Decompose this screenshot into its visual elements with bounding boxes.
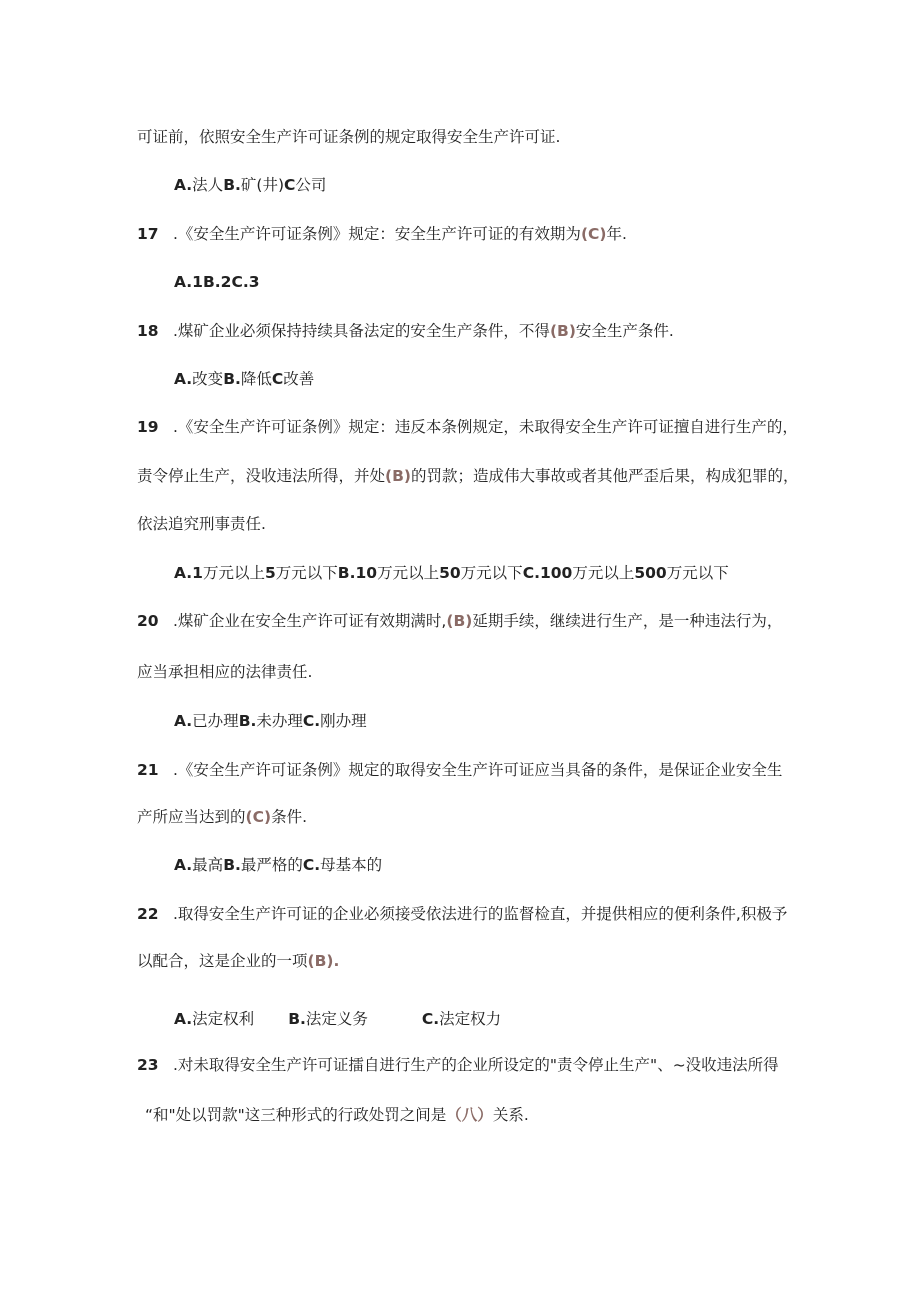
options-line	[174, 562, 729, 584]
text-line	[137, 126, 560, 148]
line-text: “和"处以罚款"这三种形式的行政处罚之间是	[145, 1106, 447, 1124]
question-text-tail: 年.	[606, 225, 627, 243]
question-text: .《安全生产许可证条例》规定：安全生产许可证的有效期为	[173, 225, 581, 243]
option-c-text: 改善	[283, 370, 315, 388]
question-number: 22	[137, 905, 159, 923]
answer-mark: (C)	[580, 225, 607, 243]
question-number: 21	[137, 761, 159, 779]
options-line	[174, 174, 326, 196]
option-c-value: C.100	[522, 564, 573, 582]
option-c-letter: C.	[421, 1010, 440, 1028]
line-text-tail: 关系.	[492, 1106, 529, 1124]
question-text: .《安全生产许可证条例》规定的取得安全生产许可证应当具备的条件，是保证企业安全生	[173, 761, 783, 779]
option-c-text: 法定权力	[439, 1010, 502, 1028]
text-line	[137, 661, 312, 683]
option-c-letter: C.	[302, 712, 321, 730]
option-c-text2: 万元以下	[666, 564, 729, 582]
answer-mark: (B)	[385, 467, 411, 485]
line-text: 可证前，依照安全生产许可证条例的规定取得安全生产许可证.	[137, 128, 561, 146]
question-number: 20	[137, 612, 159, 630]
option-b-letter: B.	[223, 370, 241, 388]
answer-mark: （八）	[446, 1106, 493, 1124]
options-line	[174, 271, 260, 293]
option-a-letter: A.	[174, 712, 193, 730]
question-22	[137, 903, 787, 925]
option-c-letter: C.	[302, 856, 321, 874]
line-text: 责令停止生产，没收违法所得，并处	[137, 467, 386, 485]
option-b-letter: B.	[238, 712, 257, 730]
text-line	[137, 806, 307, 828]
option-a-text2: 万元以下	[275, 564, 338, 582]
option-b-text: 万元以上	[377, 564, 440, 582]
answer-mark: (C)	[245, 808, 272, 826]
question-text: .煤矿企业在安全生产许可证有效期满时,	[173, 612, 447, 630]
question-number: 17	[137, 225, 159, 243]
option-c-value2: 500	[634, 564, 667, 582]
option-a-text: 最高	[192, 856, 224, 874]
option-b-text2: 万元以下	[460, 564, 523, 582]
question-number: 18	[137, 322, 159, 340]
line-text: 应当承担相应的法律责任.	[137, 663, 313, 681]
option-a-letter: A.	[174, 856, 193, 874]
answer-mark: (B)	[446, 612, 473, 630]
question-19	[137, 416, 798, 438]
option-b-value: B.10	[337, 564, 378, 582]
line-text-tail: 条件.	[271, 808, 307, 826]
text-line	[145, 1104, 529, 1126]
option-b-text: 最严格的	[240, 856, 303, 874]
option-a-text: 万元以上	[202, 564, 265, 582]
option-c-text: 万元以上	[572, 564, 635, 582]
options-line	[174, 854, 382, 876]
question-20	[137, 610, 782, 632]
text-line	[137, 950, 339, 972]
option-a-text: 法人	[192, 176, 224, 194]
answer-mark: (B).	[307, 952, 340, 970]
option-b-text: 降低	[240, 370, 272, 388]
question-number: 23	[137, 1056, 159, 1074]
line-text-tail: 的罚款；造成伟大事故或者其他严歪后果，构成犯罪的，	[411, 467, 799, 485]
option-a-text: 已办理	[192, 712, 239, 730]
option-b-value2: 50	[439, 564, 461, 582]
option-a-letter: A.	[174, 1010, 193, 1028]
question-text: .煤矿企业必须保持持续具备法定的安全生产条件，不得	[173, 322, 550, 340]
option-b-letter: B.	[223, 856, 241, 874]
question-text: .取得安全生产许可证的企业必须接受依法进行的监督检直，并提供相应的便利条件,积极予	[173, 905, 788, 923]
answer-mark: (B)	[549, 322, 576, 340]
option-a-letter: A.	[174, 176, 193, 194]
option-b-text: 矿(井)	[240, 176, 284, 194]
line-text: 以配合，这是企业的一项	[137, 952, 308, 970]
line-text: 依法追究刑事责任.	[137, 515, 266, 533]
option-c-text: 母基本的	[320, 856, 383, 874]
option-a-text: 改变	[192, 370, 224, 388]
options-line	[174, 1008, 501, 1030]
question-text-tail: 安全生产条件.	[575, 322, 674, 340]
options-text: A.1B.2C.3	[174, 273, 260, 291]
option-b-text: 法定义务	[305, 1010, 368, 1028]
option-a-value2: 5	[264, 564, 276, 582]
option-a-letter: A.	[174, 370, 193, 388]
option-b-text: 未办理	[256, 712, 303, 730]
options-line	[174, 710, 367, 732]
question-18	[137, 320, 674, 342]
line-text: 产所应当达到的	[137, 808, 246, 826]
question-number: 19	[137, 418, 159, 436]
question-23	[137, 1054, 779, 1076]
question-text: .《安全生产许可证条例》规定：违反本条例规定，未取得安全生产许可证擅自进行生产的，	[173, 418, 798, 436]
question-17	[137, 223, 627, 245]
option-c-letter: C	[271, 370, 284, 388]
question-text: .对未取得安全生产许可证擂自进行生产的企业所设定的"责令停止生产"、~没收违法所得	[173, 1056, 779, 1074]
text-line	[137, 513, 266, 535]
option-c-letter: C	[284, 176, 296, 194]
options-line	[174, 368, 314, 390]
option-c-text: 公司	[295, 176, 327, 194]
option-a-text: 法定权利	[192, 1010, 255, 1028]
question-text-tail: 延期手续，继续进行生产，是一种违法行为，	[472, 612, 783, 630]
option-b-letter: B.	[288, 1010, 306, 1028]
option-a-value: A.1	[174, 564, 203, 582]
text-line	[137, 465, 799, 487]
option-b-letter: B.	[223, 176, 241, 194]
question-21	[137, 759, 782, 781]
option-c-text: 刚办理	[320, 712, 367, 730]
